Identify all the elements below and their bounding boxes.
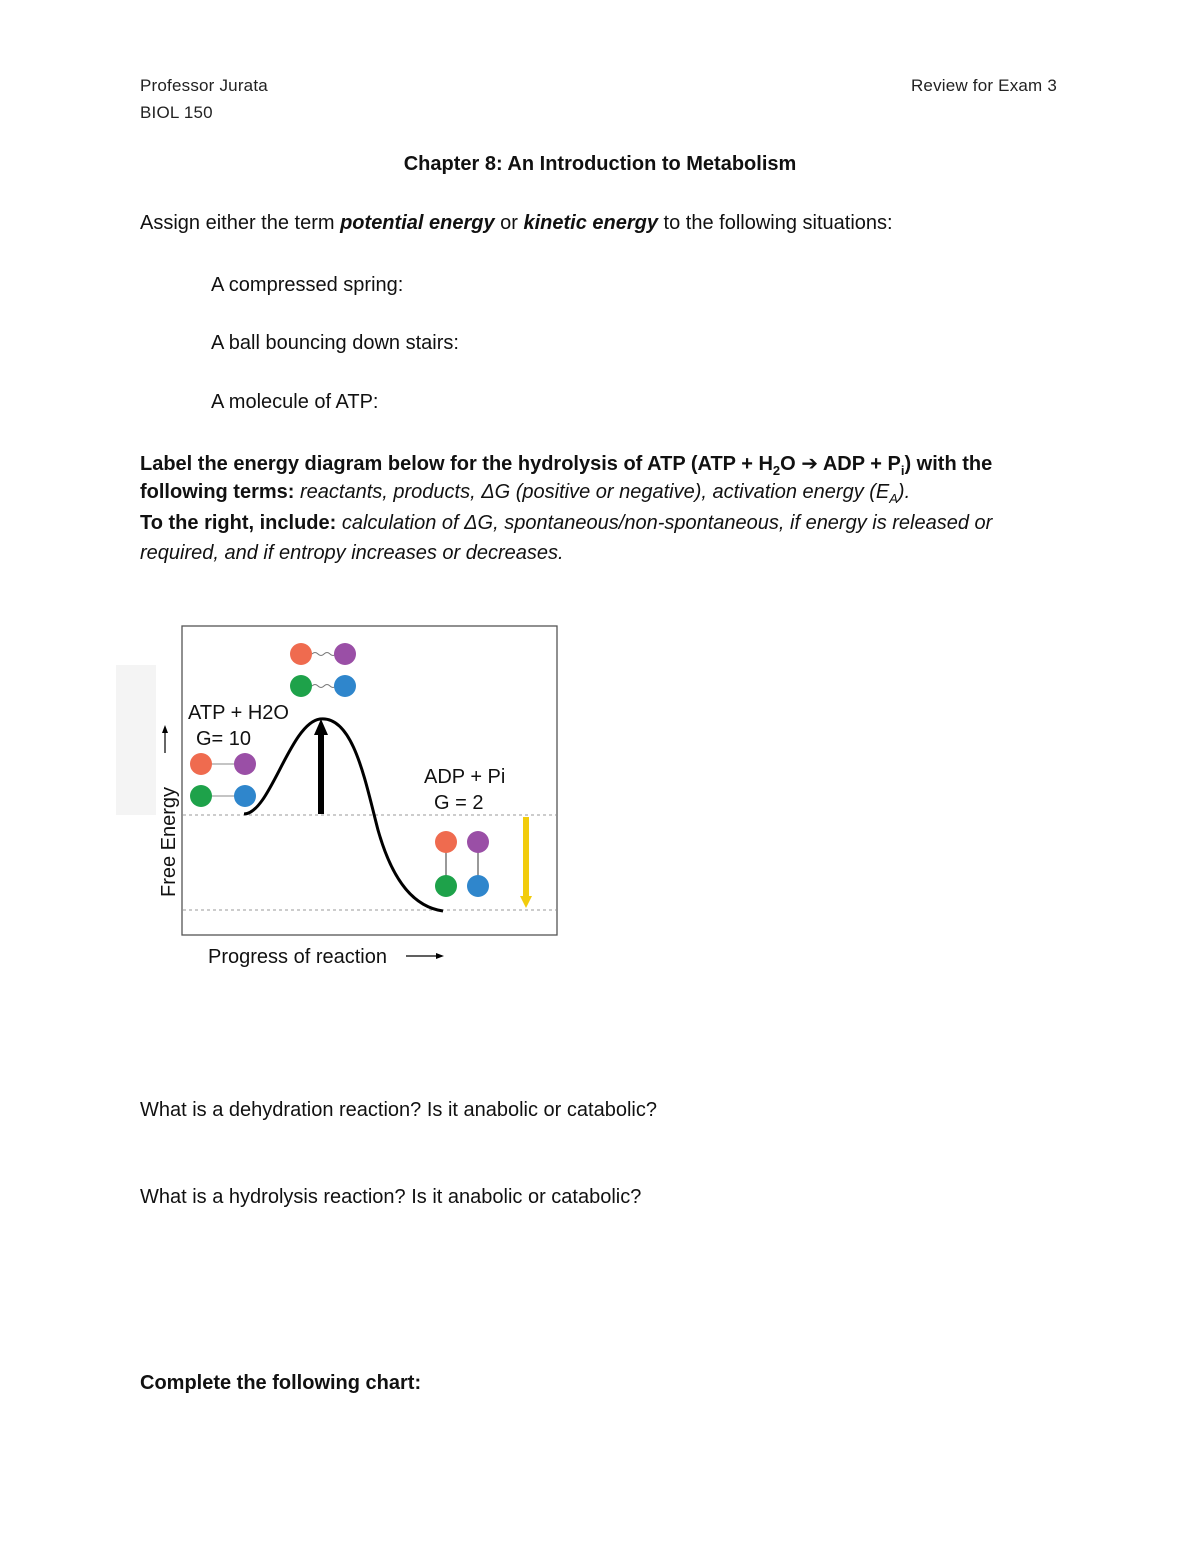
instruction-text: To the right, include:	[140, 512, 342, 534]
wavy-bond	[312, 685, 336, 688]
orange-atom	[435, 831, 457, 853]
energy-diagram-svg	[110, 615, 580, 985]
green-atom	[290, 675, 312, 697]
wavy-bond	[312, 653, 336, 656]
review-label: Review for Exam 3	[910, 76, 1057, 95]
arrow-down-icon	[520, 896, 532, 908]
blue-atom	[467, 875, 489, 897]
instruction-text: ).	[897, 481, 911, 503]
energy-diagram	[110, 615, 580, 985]
arrow-right-icon: ➔	[801, 453, 819, 475]
chart-heading: Complete the following chart:	[140, 1372, 422, 1394]
shadow-artifact	[116, 665, 156, 815]
instruction-text: ) with the	[904, 453, 993, 475]
green-atom	[190, 785, 212, 807]
energy-question	[140, 212, 893, 235]
instruction-text: calculation of ΔG, spontaneous/non-spontaneous, if energy is released or	[341, 512, 993, 534]
product-free-energy: G = 2	[434, 792, 484, 814]
purple-atom	[234, 753, 256, 775]
term-kinetic-energy: kinetic energy	[523, 212, 658, 234]
purple-atom	[467, 831, 489, 853]
page-title: Chapter 8: An Introduction to Metabolism	[403, 153, 797, 175]
y-axis-label: Free Energy	[158, 786, 180, 897]
subscript: i	[900, 463, 905, 478]
subscript: 2	[772, 463, 781, 478]
instruction-line-4: required, and if entropy increases or decreases.	[140, 542, 564, 564]
situation-item: A ball bouncing down stairs:	[211, 332, 459, 354]
arrow-up-icon	[162, 725, 168, 733]
instruction-text: ADP + P	[818, 453, 901, 475]
green-atom	[435, 875, 457, 897]
product-label: ADP + Pi	[424, 766, 506, 788]
situation-item: A molecule of ATP:	[211, 391, 379, 413]
term-potential-energy: potential energy	[340, 212, 495, 234]
instruction-line-3	[140, 512, 992, 535]
situation-item: A compressed spring:	[211, 274, 404, 296]
professor-name: Professor Jurata	[140, 76, 268, 95]
course-code: BIOL 150	[140, 103, 213, 122]
reactant-free-energy: G= 10	[196, 728, 252, 750]
instruction-text: following terms:	[140, 481, 300, 503]
reactant-label: ATP + H2O	[188, 702, 289, 724]
subscript: A	[889, 491, 898, 506]
dehydration-question: What is a dehydration reaction? Is it anabolic or catabolic?	[140, 1099, 657, 1121]
energy-question-suffix: to the following situations:	[658, 212, 893, 234]
instruction-text: O	[780, 453, 802, 475]
energy-question-middle: or	[494, 212, 524, 234]
x-axis-label: Progress of reaction	[208, 946, 387, 968]
instruction-line-2	[140, 481, 910, 506]
instruction-text: Label the energy diagram below for the hydrolysis of ATP (ATP + H	[140, 453, 773, 475]
instruction-text: reactants, products, ΔG (positive or negative), activation energy (E	[300, 481, 890, 503]
energy-question-prefix: Assign either the term	[140, 212, 341, 234]
blue-atom	[334, 675, 356, 697]
orange-atom	[290, 643, 312, 665]
instruction-line-1	[140, 451, 992, 478]
blue-atom	[234, 785, 256, 807]
orange-atom	[190, 753, 212, 775]
arrow-right-icon	[436, 953, 444, 959]
hydrolysis-question: What is a hydrolysis reaction? Is it anabolic or catabolic?	[140, 1186, 642, 1208]
purple-atom	[334, 643, 356, 665]
